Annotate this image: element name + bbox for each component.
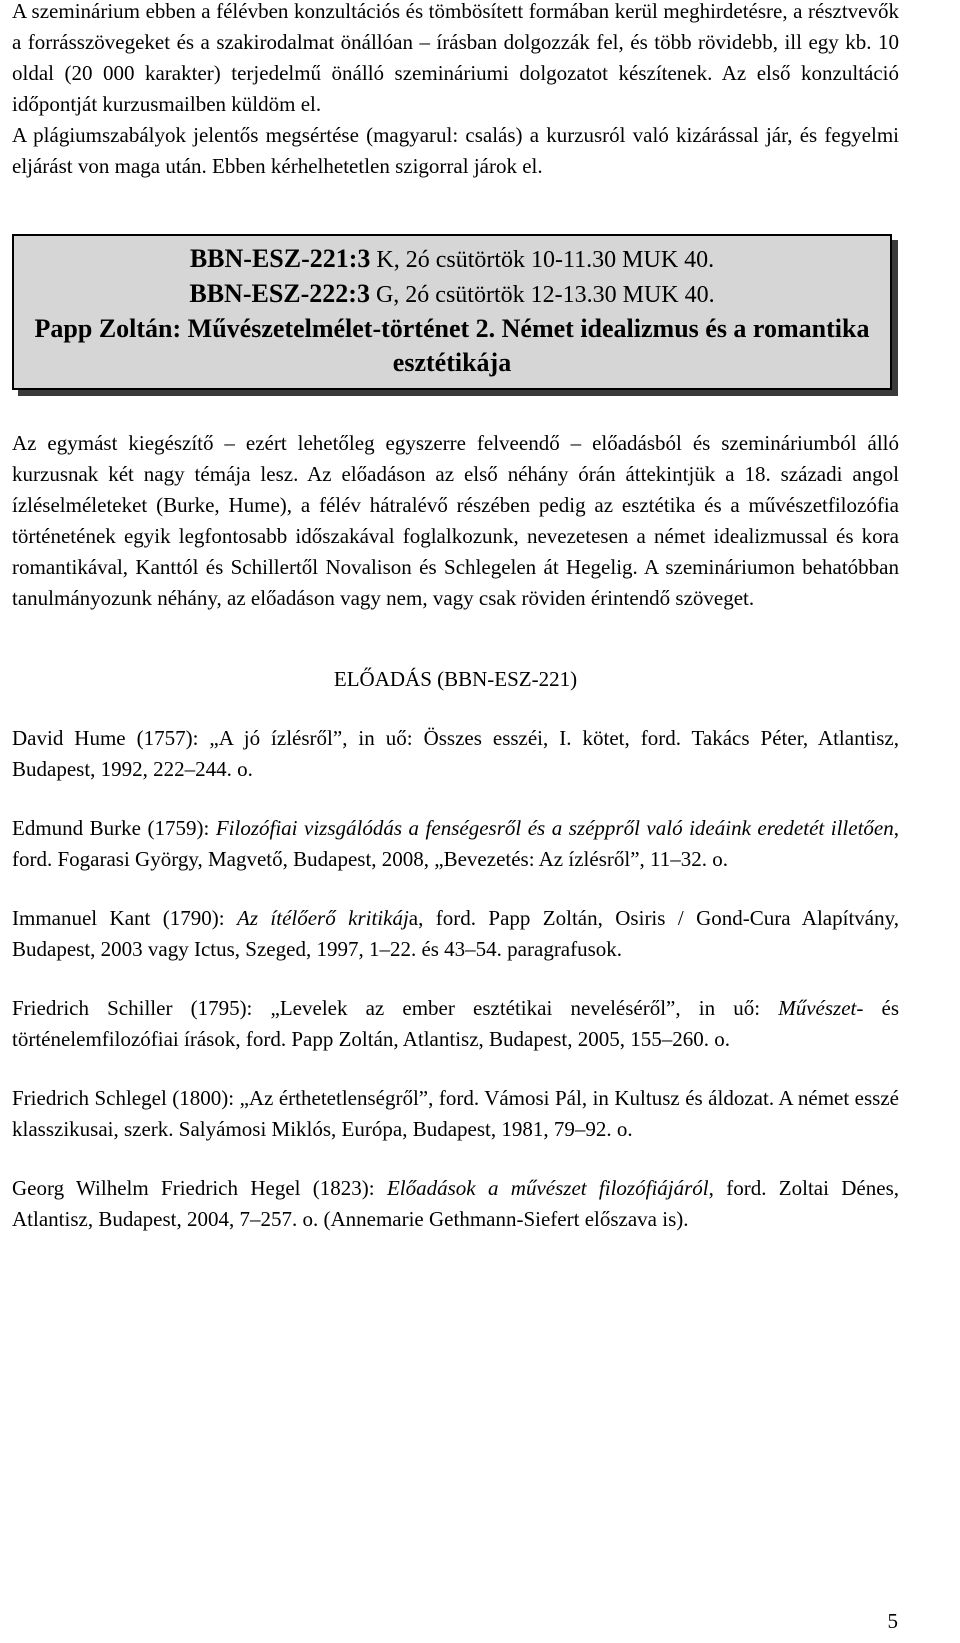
reference-kant-details: a, ford. Papp Zoltán, Osiris / Gond-Cura Alapítvány, Budapest, 2003 vagy Ictus, Szeged, 1997, 1–22. és 43–54. paragrafusok. — [12, 906, 899, 961]
reference-hume: David Hume (1757): „A jó ízlésről”, in uő: Összes esszéi, I. kötet, ford. Takács Péter, Atlantisz, Budapest, 1992, 222–244. o. — [12, 726, 899, 781]
reference-hegel-details: , ford. Zoltai Dénes, Atlantisz, Budapest, 2004, 7–257. o. (Annemarie Gethmann-Siefert előszava is). — [12, 1176, 899, 1231]
course-code-221: BBN-ESZ-221:3 — [189, 244, 371, 273]
reference-burke-title: Filozófiai vizsgálódás a fenségesről és a széppről való ideáink eredetét illetően — [215, 816, 894, 840]
intro-paragraph-plagiarism: A plágiumszabályok jelentős megsértése (magyarul: csalás) a kurzusról való kizárással jár, és fegyelmi eljárást von maga után. Ebben kérhelhetetlen szigorral járok el. — [12, 123, 899, 178]
document-page — [12, 0, 899, 1263]
reference-schiller-author: Friedrich Schiller (1795): „Levelek az ember esztétikai neveléséről”, in uő: — [12, 996, 779, 1020]
reference-burke-details: , ford. Fogarasi György, Magvető, Budapest, 2008, „Bevezetés: Az ízlésről”, 11–32. o. — [12, 816, 899, 871]
reference-hegel-author: Georg Wilhelm Friedrich Hegel (1823): — [12, 1176, 387, 1200]
reference-burke — [12, 813, 899, 875]
reference-schiller — [12, 993, 899, 1055]
course-description: Az egymást kiegészítő – ezért lehetőleg egyszerre felveendő – előadásból és szemináriumból álló kurzusnak két nagy témája lesz. Az előadáson az első néhány órán áttekintjük a 18. századi angol ízléselméleteket (Burke, Hume), a félév hátralévő részében pedig az esztétika és a művészetfilozófia történetének egyik legfontosabb időszakával foglalkozunk, nevezetesen a német idealizmussal és kora romantikával, Kanttól és Schillertől Novalison és Schlegelen át Hegelig. A szemináriumon behatóbban tanulmányozunk néhány, az előadáson vagy nem, vagy csak röviden érintendő szöveget. — [12, 431, 899, 610]
intro-paragraph-seminar: A szeminárium ebben a félévben konzultációs és tömbösített formában kerül meghirdetésre, a résztvevők a forrásszövegeket és a szakirodalmat önállóan – írásban dolgozzák fel, és több rövidebb, ill egy kb. 10 oldal (20 000 karakter) terjedelmű önálló szemináriumi dolgozatot készítenek. Az első konzultáció időpontját kurzusmailben küldöm el. — [12, 0, 899, 116]
reference-hegel — [12, 1173, 899, 1235]
reference-kant-title: Az ítélőerő kritikáj — [237, 906, 409, 930]
course-schedule-221: K, 2ó csütörtök 10-11.30 MUK 40. — [370, 247, 715, 273]
course-code-222: BBN-ESZ-222:3 — [189, 279, 370, 308]
course-info-box — [12, 234, 892, 390]
page-number: 5 — [887, 1609, 898, 1633]
reference-schiller-details: és történelemfilozófiai írások, ford. Papp Zoltán, Atlantisz, Budapest, 2005, 155–260. o. — [12, 996, 899, 1051]
course-line-222 — [14, 277, 890, 312]
reference-kant-author: Immanuel Kant (1790): — [12, 906, 237, 930]
reference-schlegel: Friedrich Schlegel (1800): „Az érthetetlenségről”, ford. Vámosi Pál, in Kultusz és áldozat. A német esszé klasszikusai, szerk. Salyámosi Miklós, Európa, Budapest, 1981, 79–92. o. — [12, 1086, 899, 1141]
reference-burke-author: Edmund Burke (1759): — [12, 816, 216, 840]
reference-kant — [12, 903, 899, 965]
course-schedule-222: G, 2ó csütörtök 12-13.30 MUK 40. — [369, 282, 715, 308]
course-title: Papp Zoltán: Művészetelmélet-történet 2. Német idealizmus és a romantika esztétikája — [34, 314, 870, 377]
reference-hegel-title: Előadások a művészet filozófiájáról — [386, 1176, 709, 1200]
course-line-221 — [14, 242, 890, 277]
reference-schiller-title: Művészet- — [778, 996, 864, 1020]
lecture-heading: ELŐADÁS (BBN-ESZ-221) — [333, 667, 578, 691]
